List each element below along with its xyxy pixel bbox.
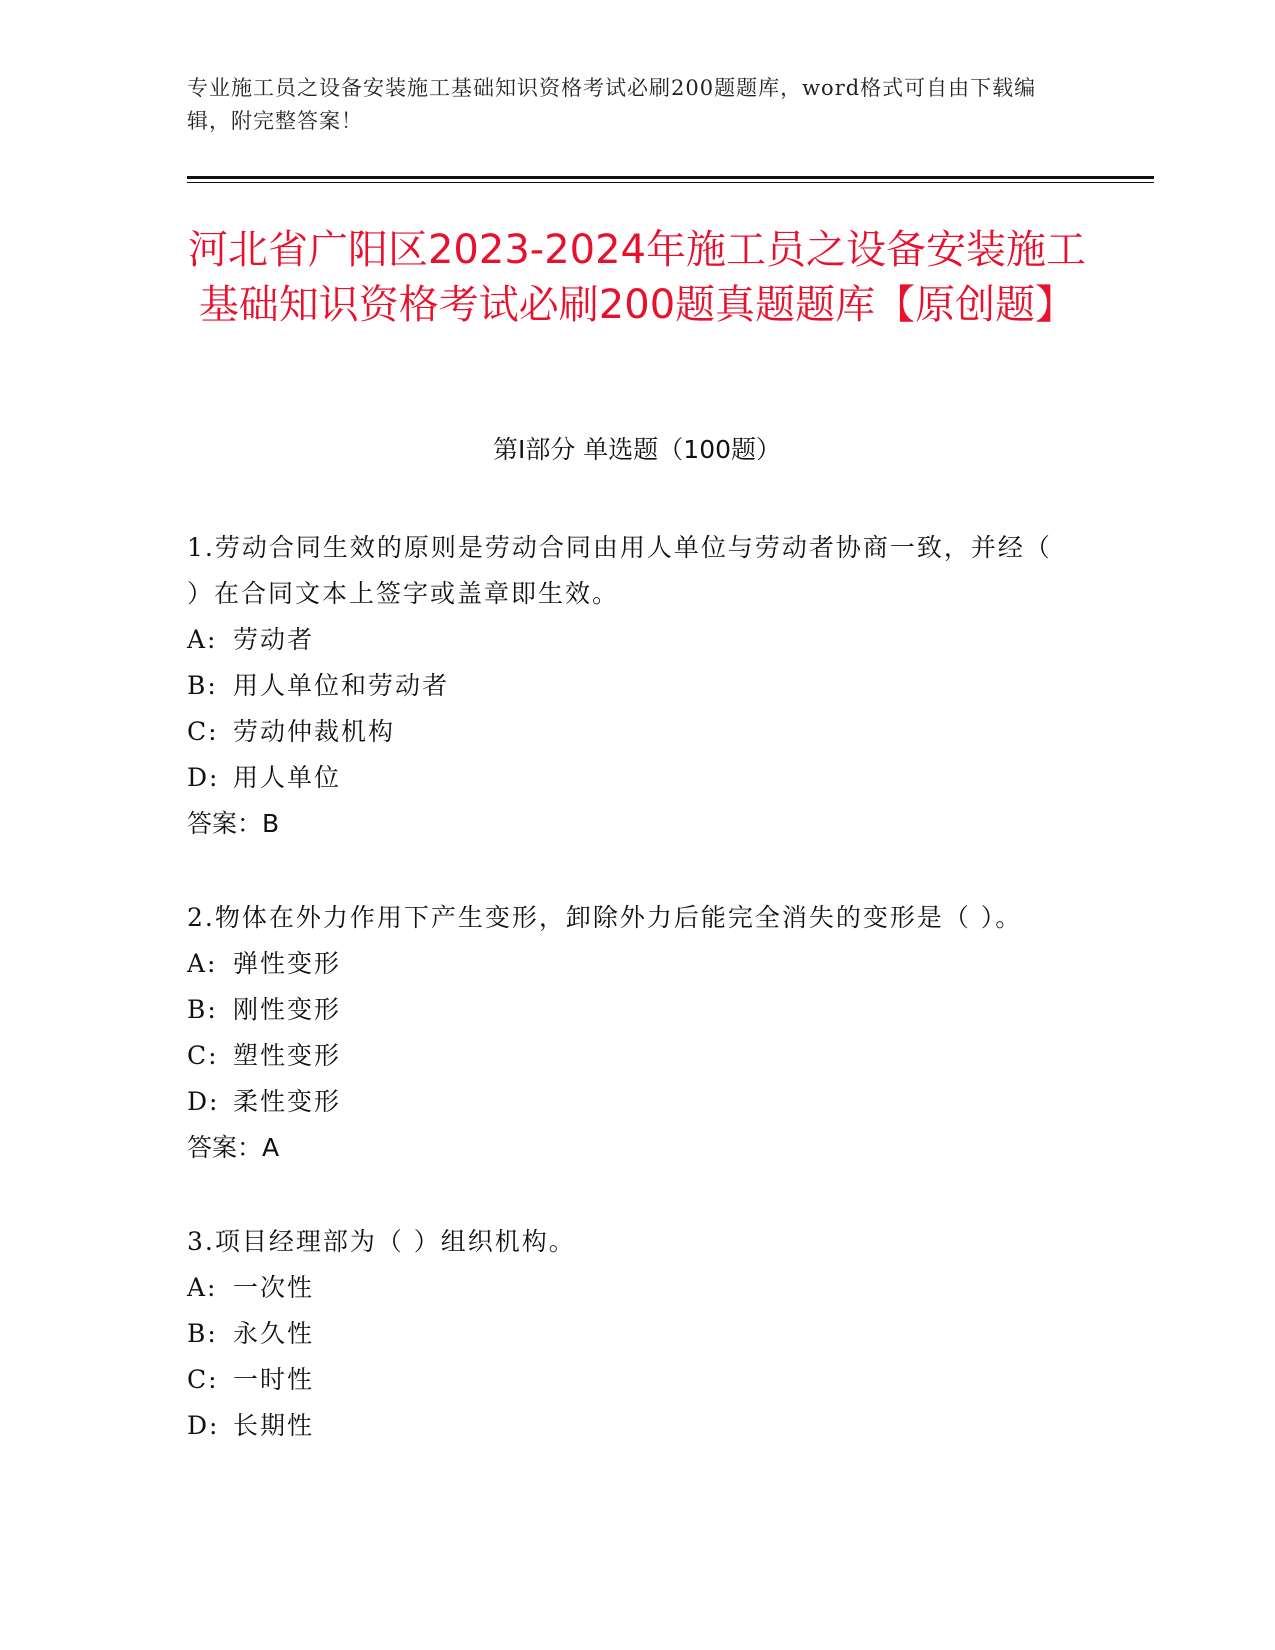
- option-key: C:: [187, 1365, 219, 1394]
- header-rule-thin: [187, 182, 1154, 183]
- option-text: 永久性: [233, 1319, 315, 1348]
- option-b: [187, 987, 1067, 1033]
- header-rule-thick: [187, 176, 1154, 179]
- answer: 答案：B: [187, 809, 280, 838]
- option-text: 塑性变形: [233, 1041, 342, 1070]
- option-text: 柔性变形: [233, 1087, 342, 1116]
- option-text: 用人单位和劳动者: [233, 671, 450, 700]
- option-key: B:: [187, 995, 218, 1024]
- option-key: A:: [187, 625, 218, 654]
- option-a: [187, 941, 1067, 987]
- option-key: B:: [187, 1319, 218, 1348]
- option-text: 劳动仲裁机构: [233, 717, 396, 746]
- option-a: [187, 1265, 1067, 1311]
- question-stem: 3.项目经理部为（ ）组织机构。: [187, 1227, 576, 1256]
- option-key: B:: [187, 671, 218, 700]
- option-key: C:: [187, 717, 219, 746]
- option-key: D:: [187, 1087, 220, 1116]
- option-key: D:: [187, 1411, 220, 1440]
- option-text: 刚性变形: [233, 995, 342, 1024]
- option-key: D:: [187, 763, 220, 792]
- option-text: 弹性变形: [233, 949, 342, 978]
- option-b: [187, 1311, 1067, 1357]
- option-b: [187, 663, 1067, 709]
- answer: 答案：A: [187, 1133, 280, 1162]
- header-note: 专业施工员之设备安装施工基础知识资格考试必刷200题题库，word格式可自由下载编辑，附完整答案！: [187, 76, 1037, 133]
- document-title: 河北省广阳区2023-2024年施工员之设备安装施工基础知识资格考试必刷200题真题题库【原创题】: [187, 227, 1087, 328]
- option-text: 长期性: [233, 1411, 315, 1440]
- option-d: [187, 755, 1067, 801]
- question-1: [187, 525, 1067, 847]
- question-stem: 1.劳动合同生效的原则是劳动合同由用人单位与劳动者协商一致，并经（ ）在合同文本上签字或盖章即生效。: [187, 533, 1052, 608]
- option-text: 用人单位: [233, 763, 342, 792]
- question-stem: 2.物体在外力作用下产生变形，卸除外力后能完全消失的变形是（ ）。: [187, 903, 1023, 932]
- option-key: A:: [187, 949, 218, 978]
- option-a: [187, 617, 1067, 663]
- option-c: [187, 1033, 1067, 1079]
- option-text: 一次性: [233, 1273, 315, 1302]
- question-2: [187, 895, 1067, 1171]
- option-text: 一时性: [233, 1365, 315, 1394]
- option-text: 劳动者: [233, 625, 315, 654]
- question-list: [187, 525, 1067, 1497]
- option-key: A:: [187, 1273, 218, 1302]
- option-d: [187, 1403, 1067, 1449]
- option-c: [187, 709, 1067, 755]
- section-heading: 第Ⅰ部分 单选题（100题）: [492, 435, 782, 464]
- option-key: C:: [187, 1041, 219, 1070]
- option-c: [187, 1357, 1067, 1403]
- option-d: [187, 1079, 1067, 1125]
- question-3: [187, 1219, 1067, 1449]
